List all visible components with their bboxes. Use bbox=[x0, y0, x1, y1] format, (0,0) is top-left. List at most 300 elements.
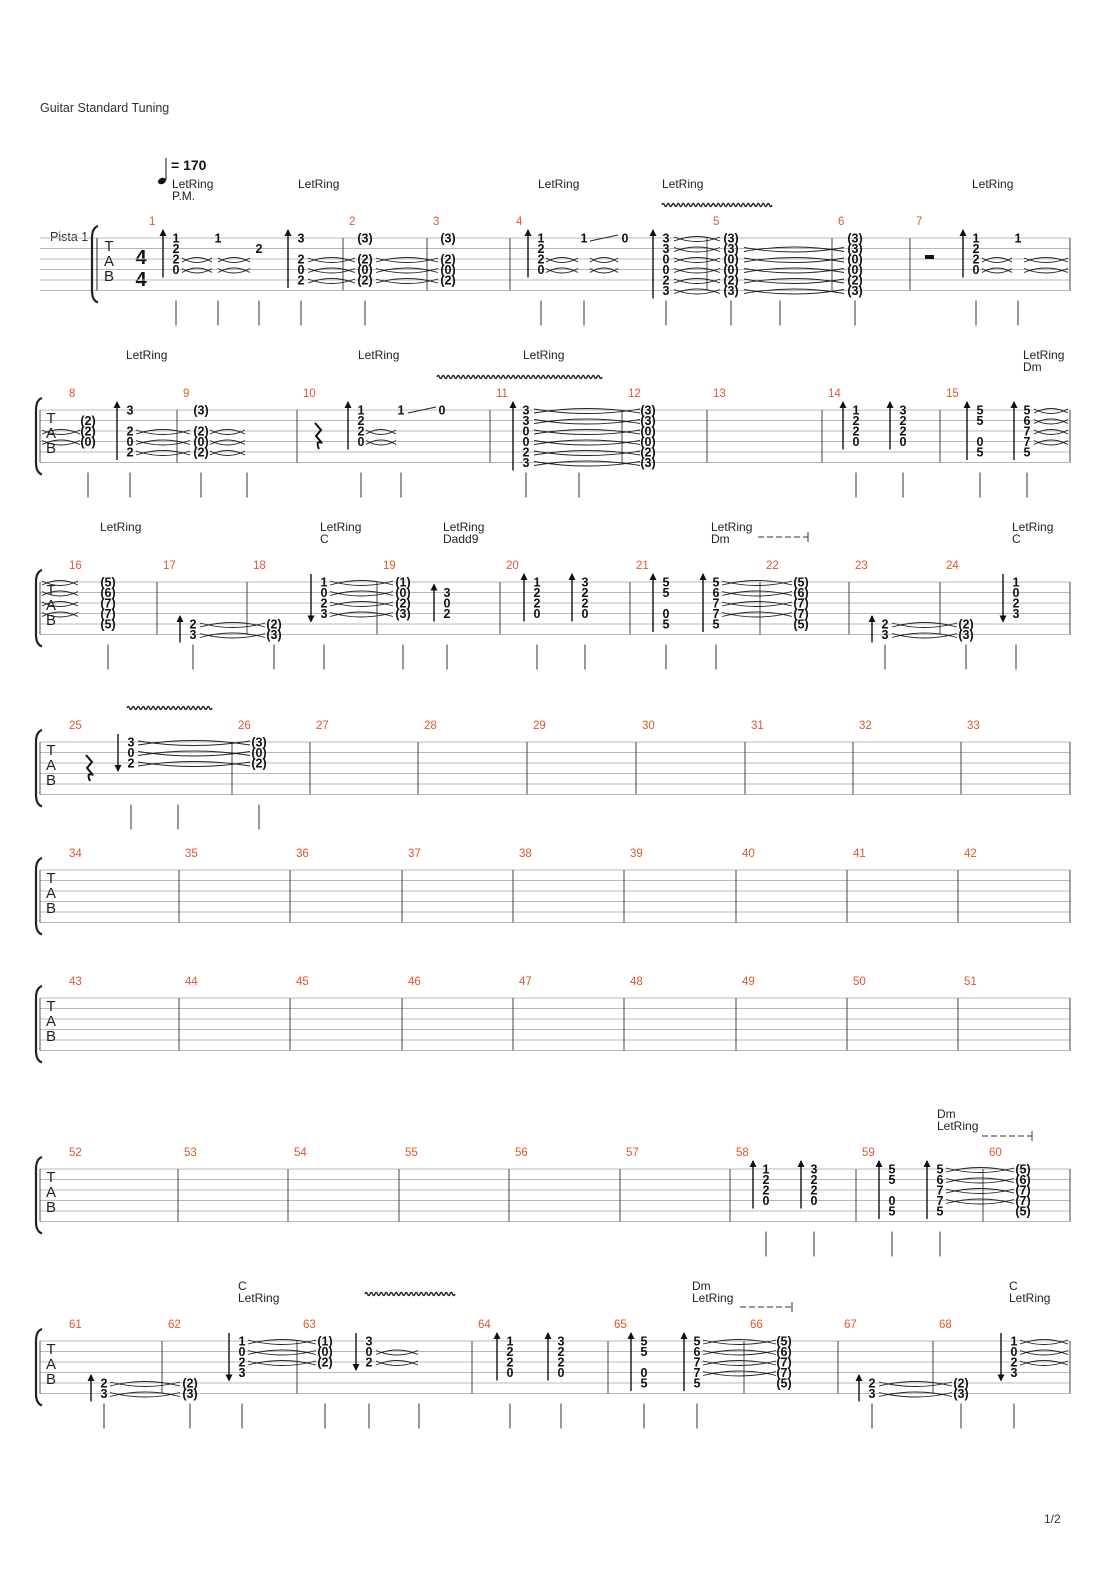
fret-number: 5 bbox=[693, 1376, 701, 1391]
measure-number: 42 bbox=[964, 848, 977, 860]
fret-number: 3 bbox=[557, 1334, 565, 1349]
technique-label: LetRing bbox=[538, 177, 580, 191]
fret-number: 3 bbox=[443, 585, 451, 600]
tie-arc bbox=[982, 258, 1012, 263]
fret-number: (2) bbox=[80, 424, 96, 439]
fret-number: 7 bbox=[693, 1365, 701, 1380]
upstroke-arrow-icon bbox=[798, 1160, 805, 1167]
tab-clef-letter: B bbox=[45, 1371, 57, 1388]
fret-number: 3 bbox=[297, 231, 305, 246]
tab-clef-letter: B bbox=[103, 268, 115, 285]
measure-number: 7 bbox=[916, 216, 923, 228]
fret-number: 3 bbox=[662, 283, 670, 298]
staff-system bbox=[36, 720, 1070, 807]
measure-number: 18 bbox=[253, 560, 266, 572]
tie-arc bbox=[1024, 258, 1068, 263]
fret-number: 6 bbox=[712, 585, 720, 600]
downstroke-arrow-icon bbox=[998, 1375, 1005, 1382]
fret-number: (5) bbox=[100, 617, 116, 632]
tab-clef-letter: B bbox=[45, 772, 57, 789]
measure-number: 53 bbox=[184, 1147, 197, 1159]
tie-arc bbox=[946, 1199, 1014, 1204]
half-rest-icon bbox=[925, 255, 934, 259]
system-bracket bbox=[36, 730, 42, 807]
fret-number: (3) bbox=[182, 1386, 198, 1401]
fret-number: 0 bbox=[899, 434, 907, 449]
measure-number: 41 bbox=[853, 848, 866, 860]
fret-number: 2 bbox=[1010, 1355, 1018, 1370]
measure-number: 13 bbox=[713, 388, 726, 400]
fret-number: 5 bbox=[936, 1162, 944, 1177]
page-number: 1/2 bbox=[1044, 1512, 1061, 1526]
fret-number: (3) bbox=[395, 606, 411, 621]
tie-arc bbox=[703, 1361, 776, 1366]
tab-clef-letter: T bbox=[46, 582, 56, 599]
tie-arc bbox=[1034, 430, 1068, 435]
fret-number: (3) bbox=[357, 231, 373, 246]
tie-arc bbox=[138, 741, 250, 746]
fret-number: (3) bbox=[847, 231, 863, 246]
system-bracket bbox=[36, 398, 42, 475]
fret-number: 2 bbox=[868, 1376, 876, 1391]
measure-number: 11 bbox=[496, 388, 508, 400]
fret-number: 1 bbox=[1014, 231, 1022, 246]
upstroke-arrow-icon bbox=[876, 1160, 883, 1167]
tie-arc bbox=[534, 419, 640, 424]
tie-arc bbox=[534, 440, 640, 445]
technique-label: LetRing bbox=[100, 520, 142, 534]
measure-number: 56 bbox=[515, 1147, 528, 1159]
tie-arc bbox=[722, 581, 792, 586]
fret-number: 0 bbox=[172, 262, 180, 277]
tie-arc bbox=[1020, 1350, 1068, 1355]
fret-number: 1 bbox=[852, 403, 860, 418]
tie-arc bbox=[703, 1340, 776, 1345]
measure-number: 61 bbox=[69, 1319, 82, 1331]
fret-number: 2 bbox=[357, 413, 365, 428]
measure-number: 48 bbox=[630, 976, 643, 988]
fret-number: (0) bbox=[723, 252, 739, 267]
fret-number: (0) bbox=[440, 262, 456, 277]
tie-arc bbox=[330, 612, 393, 617]
technique-label: C bbox=[1012, 532, 1021, 546]
tie-arc bbox=[248, 1340, 316, 1345]
fret-number: 1 bbox=[506, 1334, 514, 1349]
fret-number: 5 bbox=[712, 617, 720, 632]
fret-number: 1 bbox=[214, 231, 222, 246]
fret-number: (6) bbox=[776, 1344, 792, 1359]
fret-number: 5 bbox=[662, 617, 670, 632]
fret-number: 7 bbox=[693, 1355, 701, 1370]
vibrato-line bbox=[365, 1293, 455, 1296]
upstroke-arrow-icon bbox=[869, 615, 876, 622]
measure-number: 8 bbox=[69, 388, 76, 400]
measure-number: 51 bbox=[964, 976, 977, 988]
measure-number: 66 bbox=[750, 1319, 763, 1331]
vibrato-line bbox=[127, 707, 212, 710]
tie-arc bbox=[879, 1392, 952, 1397]
measure-number: 44 bbox=[185, 976, 198, 988]
fret-number: (5) bbox=[793, 575, 809, 590]
fret-number: (5) bbox=[100, 575, 116, 590]
fret-number: 0 bbox=[762, 1193, 770, 1208]
upstroke-arrow-icon bbox=[160, 229, 167, 236]
tie-arc bbox=[534, 430, 640, 435]
fret-number: (0) bbox=[723, 262, 739, 277]
fret-number: 7 bbox=[936, 1183, 944, 1198]
fret-number: 5 bbox=[936, 1204, 944, 1219]
fret-number: 3 bbox=[810, 1162, 818, 1177]
fret-number: 0 bbox=[357, 434, 365, 449]
downstroke-arrow-icon bbox=[353, 1364, 360, 1371]
measure-number: 46 bbox=[408, 976, 421, 988]
tab-clef-letter: B bbox=[45, 900, 57, 917]
fret-number: 0 bbox=[533, 606, 541, 621]
fret-number: 2 bbox=[899, 424, 907, 439]
fret-number: 2 bbox=[522, 445, 530, 460]
fret-number: (6) bbox=[793, 585, 809, 600]
technique-label: C bbox=[320, 532, 329, 546]
fret-number: 2 bbox=[581, 585, 589, 600]
fret-number: (3) bbox=[640, 455, 656, 470]
tab-clef-letter: T bbox=[46, 410, 56, 427]
quarter-rest-icon bbox=[86, 755, 93, 781]
fret-number: 1 bbox=[1012, 575, 1020, 590]
tie-arc bbox=[879, 1382, 952, 1387]
measure-number: 68 bbox=[939, 1319, 952, 1331]
tie-arc bbox=[546, 258, 578, 263]
staff-system bbox=[40, 216, 1070, 303]
measure-number: 17 bbox=[163, 560, 176, 572]
fret-number: 5 bbox=[662, 585, 670, 600]
fret-number: 2 bbox=[852, 413, 860, 428]
fret-number: (7) bbox=[793, 596, 809, 611]
technique-label: LetRing bbox=[172, 177, 214, 191]
fret-number: (7) bbox=[1015, 1183, 1031, 1198]
measure-number: 12 bbox=[628, 388, 641, 400]
measure-number: 27 bbox=[316, 720, 329, 732]
tab-clef-letter: A bbox=[45, 1013, 57, 1030]
fret-number: (3) bbox=[723, 241, 739, 256]
measure-number: 63 bbox=[303, 1319, 316, 1331]
fret-number: 2 bbox=[172, 241, 180, 256]
upstroke-arrow-icon bbox=[1011, 401, 1018, 408]
fret-number: 2 bbox=[297, 252, 305, 267]
tie-arc bbox=[674, 289, 720, 294]
measure-number: 39 bbox=[630, 848, 643, 860]
fret-number: 0 bbox=[662, 252, 670, 267]
measure-number: 16 bbox=[69, 560, 82, 572]
measure-number: 24 bbox=[946, 560, 959, 572]
fret-number: 3 bbox=[320, 606, 328, 621]
fret-number: 5 bbox=[640, 1376, 648, 1391]
fret-number: 0 bbox=[522, 434, 530, 449]
upstroke-arrow-icon bbox=[840, 401, 847, 408]
tab-clef-letter: T bbox=[46, 742, 56, 759]
measure-number: 10 bbox=[303, 388, 316, 400]
fret-number: 5 bbox=[640, 1344, 648, 1359]
tie-arc bbox=[674, 279, 720, 284]
fret-number: 2 bbox=[443, 606, 451, 621]
fret-number: (2) bbox=[357, 252, 373, 267]
measure-number: 67 bbox=[844, 1319, 857, 1331]
upstroke-arrow-icon bbox=[964, 401, 971, 408]
fret-number: (3) bbox=[193, 403, 209, 418]
fret-number: 1 bbox=[397, 403, 405, 418]
technique-label: Dm bbox=[711, 532, 730, 546]
tab-clef-letter: B bbox=[45, 1028, 57, 1045]
tie-arc bbox=[366, 440, 396, 445]
tab-clef-letter: B bbox=[45, 440, 57, 457]
vibrato-line bbox=[437, 376, 602, 379]
fret-number: (2) bbox=[958, 617, 974, 632]
fret-number: 2 bbox=[1012, 596, 1020, 611]
upstroke-arrow-icon bbox=[569, 573, 576, 580]
technique-label: LetRing bbox=[238, 1291, 280, 1305]
system-bracket bbox=[36, 858, 42, 935]
tab-clef-letter: T bbox=[46, 998, 56, 1015]
fret-number: 0 bbox=[506, 1365, 514, 1380]
measure-number: 47 bbox=[519, 976, 532, 988]
fret-number: (3) bbox=[640, 413, 656, 428]
measure-number: 50 bbox=[853, 976, 866, 988]
technique-label: LetRing bbox=[972, 177, 1014, 191]
measure-number: 37 bbox=[408, 848, 421, 860]
fret-number: (3) bbox=[847, 283, 863, 298]
fret-number: 1 bbox=[1010, 1334, 1018, 1349]
fret-number: 0 bbox=[297, 262, 305, 277]
fret-number: 0 bbox=[365, 1344, 373, 1359]
tie-arc bbox=[210, 451, 245, 456]
fret-number: (5) bbox=[776, 1334, 792, 1349]
technique-label: Dm bbox=[937, 1107, 956, 1121]
technique-label: LetRing bbox=[692, 1291, 734, 1305]
tie-arc bbox=[110, 1382, 180, 1387]
measure-number: 26 bbox=[238, 720, 251, 732]
fret-number: 0 bbox=[438, 403, 446, 418]
technique-label: LetRing bbox=[523, 348, 565, 362]
fret-number: 2 bbox=[581, 596, 589, 611]
tie-arc bbox=[248, 1350, 316, 1355]
tie-arc bbox=[534, 451, 640, 456]
fret-number: 2 bbox=[100, 1376, 108, 1391]
system-bracket bbox=[36, 1329, 42, 1406]
fret-number: (1) bbox=[395, 575, 411, 590]
tie-arc bbox=[722, 591, 792, 596]
fret-number: 3 bbox=[1012, 606, 1020, 621]
fret-number: 2 bbox=[238, 1355, 246, 1370]
tie-arc bbox=[136, 451, 190, 456]
fret-number: 3 bbox=[189, 627, 197, 642]
staff-system bbox=[36, 1147, 1070, 1234]
fret-number: (7) bbox=[793, 606, 809, 621]
fret-number: 0 bbox=[127, 745, 135, 760]
fret-number: 1 bbox=[320, 575, 328, 590]
upstroke-arrow-icon bbox=[681, 1332, 688, 1339]
fret-number: 3 bbox=[581, 575, 589, 590]
tie-arc bbox=[376, 268, 438, 273]
fret-number: 3 bbox=[522, 413, 530, 428]
fret-number: (0) bbox=[640, 424, 656, 439]
tie-arc bbox=[674, 268, 720, 273]
fret-number: 3 bbox=[127, 735, 135, 750]
fret-number: 7 bbox=[712, 606, 720, 621]
fret-number: 2 bbox=[972, 252, 980, 267]
fret-number: 2 bbox=[506, 1355, 514, 1370]
staff-system bbox=[36, 848, 1070, 935]
fret-number: (5) bbox=[776, 1376, 792, 1391]
upstroke-arrow-icon bbox=[345, 401, 352, 408]
measure-number: 34 bbox=[69, 848, 82, 860]
fret-number: (0) bbox=[395, 585, 411, 600]
fret-number: (3) bbox=[847, 241, 863, 256]
fret-number: 0 bbox=[537, 262, 545, 277]
fret-number: (2) bbox=[80, 413, 96, 428]
fret-number: 5 bbox=[712, 575, 720, 590]
fret-number: 2 bbox=[172, 252, 180, 267]
tie-arc bbox=[590, 258, 618, 263]
tab-clef-letter: A bbox=[103, 253, 115, 270]
fret-number: (2) bbox=[266, 617, 282, 632]
measure-number: 5 bbox=[713, 216, 720, 228]
technique-label: LetRing bbox=[937, 1119, 979, 1133]
fret-number: (1) bbox=[317, 1334, 333, 1349]
measure-number: 31 bbox=[751, 720, 764, 732]
fret-number: 2 bbox=[662, 273, 670, 288]
fret-number: (0) bbox=[193, 434, 209, 449]
upstroke-arrow-icon bbox=[431, 584, 438, 591]
fret-number: 3 bbox=[126, 403, 134, 418]
fret-number: (3) bbox=[953, 1386, 969, 1401]
upstroke-arrow-icon bbox=[510, 401, 517, 408]
tab-clef-letter: T bbox=[46, 1341, 56, 1358]
upstroke-arrow-icon bbox=[750, 1160, 757, 1167]
tie-arc bbox=[1020, 1340, 1068, 1345]
fret-number: 2 bbox=[852, 424, 860, 439]
fret-number: 2 bbox=[972, 241, 980, 256]
fret-number: 2 bbox=[127, 756, 135, 771]
fret-number: 7 bbox=[712, 596, 720, 611]
tie-arc bbox=[138, 762, 250, 767]
measure-number: 30 bbox=[642, 720, 655, 732]
fret-number: 5 bbox=[888, 1162, 896, 1177]
upstroke-arrow-icon bbox=[856, 1374, 863, 1381]
tie-arc bbox=[210, 440, 245, 445]
fret-number: 3 bbox=[238, 1365, 246, 1380]
measure-number: 57 bbox=[626, 1147, 639, 1159]
fret-number: 7 bbox=[1023, 424, 1031, 439]
fret-number: (0) bbox=[847, 252, 863, 267]
tie-arc bbox=[182, 268, 212, 273]
fret-number: 3 bbox=[1010, 1365, 1018, 1380]
fret-number: 0 bbox=[976, 434, 984, 449]
measure-number: 15 bbox=[946, 388, 959, 400]
upstroke-arrow-icon bbox=[521, 573, 528, 580]
fret-number: (2) bbox=[193, 445, 209, 460]
measure-number: 9 bbox=[183, 388, 190, 400]
fret-number: 0 bbox=[810, 1193, 818, 1208]
fret-number: 6 bbox=[1023, 413, 1031, 428]
downstroke-arrow-icon bbox=[308, 616, 315, 623]
fret-number: 6 bbox=[936, 1172, 944, 1187]
technique-label: P.M. bbox=[172, 189, 196, 203]
measure-number: 2 bbox=[349, 216, 356, 228]
fret-number: 1 bbox=[972, 231, 980, 246]
fret-number: (2) bbox=[395, 596, 411, 611]
tie-arc bbox=[744, 279, 844, 284]
fret-number: 2 bbox=[899, 413, 907, 428]
fret-number: (0) bbox=[317, 1344, 333, 1359]
tie-arc bbox=[1020, 1361, 1068, 1366]
tie-arc bbox=[200, 623, 265, 628]
fret-number: 1 bbox=[762, 1162, 770, 1177]
fret-number: (5) bbox=[1015, 1204, 1031, 1219]
downstroke-arrow-icon bbox=[1000, 616, 1007, 623]
tab-clef-letter: B bbox=[45, 612, 57, 629]
fret-number: (2) bbox=[251, 756, 267, 771]
tie-arc bbox=[674, 237, 720, 242]
fret-number: 5 bbox=[888, 1172, 896, 1187]
fret-number: 1 bbox=[533, 575, 541, 590]
upstroke-arrow-icon bbox=[177, 615, 184, 622]
tie-arc bbox=[210, 430, 245, 435]
quarter-rest-icon bbox=[315, 423, 322, 449]
tie-arc bbox=[330, 581, 393, 586]
measure-number: 58 bbox=[736, 1147, 749, 1159]
fret-number: 5 bbox=[1023, 445, 1031, 460]
time-signature-top: 4 bbox=[135, 247, 147, 269]
fret-number: 2 bbox=[810, 1172, 818, 1187]
upstroke-arrow-icon bbox=[545, 1332, 552, 1339]
tie-arc bbox=[330, 591, 393, 596]
fret-number: (6) bbox=[1015, 1172, 1031, 1187]
tie-arc bbox=[744, 268, 844, 273]
tab-clef-letter: T bbox=[46, 870, 56, 887]
measure-number: 14 bbox=[828, 388, 841, 400]
fret-number: 0 bbox=[662, 606, 670, 621]
measure-number: 21 bbox=[636, 560, 649, 572]
technique-label: LetRing bbox=[1023, 348, 1065, 362]
fret-number: (2) bbox=[953, 1376, 969, 1391]
technique-label: C bbox=[238, 1279, 247, 1293]
fret-number: 5 bbox=[640, 1334, 648, 1349]
tie-arc bbox=[534, 461, 640, 466]
fret-number: (3) bbox=[723, 283, 739, 298]
fret-number: (3) bbox=[640, 403, 656, 418]
fret-number: 2 bbox=[762, 1183, 770, 1198]
tab-clef-letter: A bbox=[45, 1356, 57, 1373]
tab-clef-letter: A bbox=[45, 757, 57, 774]
tie-arc bbox=[330, 602, 393, 607]
upstroke-arrow-icon bbox=[960, 229, 967, 236]
tie-arc bbox=[182, 258, 212, 263]
fret-number: 2 bbox=[297, 273, 305, 288]
fret-number: 0 bbox=[443, 596, 451, 611]
fret-number: 2 bbox=[357, 424, 365, 439]
tie-arc bbox=[744, 247, 844, 252]
measure-number: 43 bbox=[69, 976, 82, 988]
tie-arc bbox=[218, 258, 250, 263]
tie-arc bbox=[376, 1350, 418, 1355]
fret-number: (2) bbox=[440, 273, 456, 288]
measure-number: 20 bbox=[506, 560, 519, 572]
fret-number: 5 bbox=[1023, 403, 1031, 418]
upstroke-arrow-icon bbox=[494, 1332, 501, 1339]
measure-number: 64 bbox=[478, 1319, 491, 1331]
tie-arc bbox=[376, 1361, 418, 1366]
fret-number: (2) bbox=[193, 424, 209, 439]
measure-number: 40 bbox=[742, 848, 755, 860]
